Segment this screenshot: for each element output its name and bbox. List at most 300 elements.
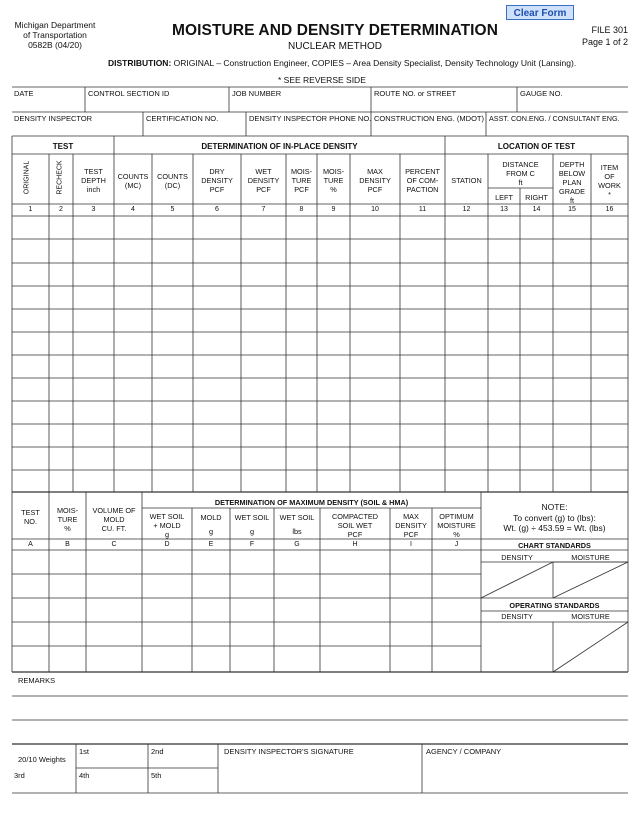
density-cell-r1-c9[interactable]	[318, 217, 349, 238]
md-wetmold-l2: + MOLD	[153, 521, 181, 530]
md-optimum-l3: %	[453, 530, 460, 539]
density-cell-r1-c16[interactable]	[592, 217, 627, 238]
density-cell-r9-c8[interactable]	[287, 402, 316, 423]
density-cell-r11-c16[interactable]	[592, 448, 627, 469]
density-cell-r12-c7[interactable]	[242, 471, 285, 491]
density-cell-r10-c2[interactable]	[50, 425, 72, 446]
col-original: ORIGINAL	[23, 160, 31, 195]
density-cell-r10-c9[interactable]	[318, 425, 349, 446]
density-cell-r11-c1[interactable]	[13, 448, 48, 469]
density-cell-r12-c9[interactable]	[318, 471, 349, 491]
density-cell-r5-c5[interactable]	[153, 310, 192, 331]
density-cell-r4-c13[interactable]	[489, 287, 519, 308]
col-moist-pcf-l3: PCF	[294, 185, 309, 194]
density-cell-r2-c4[interactable]	[115, 240, 151, 262]
density-cell-r1-c12[interactable]	[446, 217, 487, 238]
density-cell-r11-c8[interactable]	[287, 448, 316, 469]
max-density-cell-r2-c1[interactable]	[13, 575, 48, 597]
density-cell-r6-c13[interactable]	[489, 333, 519, 354]
density-cell-r6-c14[interactable]	[521, 333, 552, 354]
group-location: LOCATION OF TEST	[497, 142, 576, 151]
max-density-cell-r2-c5[interactable]	[193, 575, 229, 597]
density-cell-r8-c8[interactable]	[287, 379, 316, 400]
density-cell-r2-c15[interactable]	[554, 240, 590, 262]
density-cell-r9-c14[interactable]	[521, 402, 552, 423]
max-density-cell-r2-c3[interactable]	[87, 575, 141, 597]
density-cell-r3-c2[interactable]	[50, 264, 72, 285]
density-cell-r10-c14[interactable]	[521, 425, 552, 446]
max-density-cell-r5-c2[interactable]	[50, 647, 85, 671]
phone-field[interactable]	[249, 123, 369, 135]
col-depth-below	[553, 160, 591, 205]
density-cell-r4-c16[interactable]	[592, 287, 627, 308]
density-cell-r12-c4[interactable]	[115, 471, 151, 491]
density-cell-r7-c5[interactable]	[153, 356, 192, 377]
density-cell-r4-c12[interactable]	[446, 287, 487, 308]
density-cell-r3-c10[interactable]	[351, 264, 399, 285]
density-cell-r9-c3[interactable]	[74, 402, 113, 423]
inspector-field[interactable]	[14, 123, 141, 135]
max-density-cell-r3-c5[interactable]	[193, 599, 229, 621]
density-cell-r1-c13[interactable]	[489, 217, 519, 238]
density-cell-r11-c13[interactable]	[489, 448, 519, 469]
col-depth-below-l4: GRADE	[559, 187, 585, 196]
density-cell-r2-c7[interactable]	[242, 240, 285, 262]
density-cell-r2-c1[interactable]	[13, 240, 48, 262]
max-density-cell-r3-c3[interactable]	[87, 599, 141, 621]
density-cell-r11-c4[interactable]	[115, 448, 151, 469]
max-density-cell-r2-c9[interactable]	[391, 575, 431, 597]
max-density-cell-r2-c8[interactable]	[321, 575, 389, 597]
max-density-cell-r5-c6[interactable]	[231, 647, 273, 671]
density-cell-r5-c9[interactable]	[318, 310, 349, 331]
column-number-13: 13	[500, 206, 508, 213]
density-cell-r2-c5[interactable]	[153, 240, 192, 262]
density-cell-r4-c9[interactable]	[318, 287, 349, 308]
density-cell-r3-c5[interactable]	[153, 264, 192, 285]
density-cell-r9-c5[interactable]	[153, 402, 192, 423]
density-cell-r3-c7[interactable]	[242, 264, 285, 285]
col-counts-dc	[152, 172, 193, 190]
max-density-cell-r4-c8[interactable]	[321, 623, 389, 645]
density-cell-r11-c2[interactable]	[50, 448, 72, 469]
density-cell-r10-c12[interactable]	[446, 425, 487, 446]
density-cell-r7-c7[interactable]	[242, 356, 285, 377]
density-cell-r12-c11[interactable]	[401, 471, 444, 491]
density-cell-r12-c13[interactable]	[489, 471, 519, 491]
density-cell-r10-c15[interactable]	[554, 425, 590, 446]
density-cell-r5-c6[interactable]	[194, 310, 240, 331]
density-cell-r4-c11[interactable]	[401, 287, 444, 308]
agency-name-line1: Michigan Department	[14, 20, 96, 30]
density-cell-r3-c6[interactable]	[194, 264, 240, 285]
density-cell-r2-c13[interactable]	[489, 240, 519, 262]
col-distance-l3: ft	[518, 178, 523, 187]
max-density-cell-r4-c6[interactable]	[231, 623, 273, 645]
density-cell-r10-c4[interactable]	[115, 425, 151, 446]
density-cell-r12-c2[interactable]	[50, 471, 72, 491]
density-cell-r6-c11[interactable]	[401, 333, 444, 354]
certification-field[interactable]	[146, 123, 244, 135]
density-cell-r11-c7[interactable]	[242, 448, 285, 469]
density-cell-r9-c11[interactable]	[401, 402, 444, 423]
density-cell-r1-c11[interactable]	[401, 217, 444, 238]
density-cell-r1-c8[interactable]	[287, 217, 316, 238]
density-cell-r5-c14[interactable]	[521, 310, 552, 331]
density-cell-r6-c7[interactable]	[242, 333, 285, 354]
max-density-cell-r4-c10[interactable]	[433, 623, 480, 645]
density-cell-r10-c6[interactable]	[194, 425, 240, 446]
density-cell-r10-c11[interactable]	[401, 425, 444, 446]
clear-form-button[interactable]: Clear Form	[506, 5, 574, 20]
density-cell-r12-c12[interactable]	[446, 471, 487, 491]
max-density-cell-r1-c6[interactable]	[231, 551, 273, 573]
max-density-cell-r2-c2[interactable]	[50, 575, 85, 597]
route-field[interactable]	[374, 98, 515, 110]
density-cell-r11-c12[interactable]	[446, 448, 487, 469]
density-cell-r9-c1[interactable]	[13, 402, 48, 423]
remarks-field[interactable]	[60, 676, 626, 740]
density-cell-r2-c2[interactable]	[50, 240, 72, 262]
density-cell-r8-c16[interactable]	[592, 379, 627, 400]
density-cell-r9-c6[interactable]	[194, 402, 240, 423]
density-cell-r3-c11[interactable]	[401, 264, 444, 285]
agency-field[interactable]	[426, 758, 626, 791]
max-density-cell-r1-c9[interactable]	[391, 551, 431, 573]
density-cell-r9-c15[interactable]	[554, 402, 590, 423]
max-density-cell-r2-c4[interactable]	[143, 575, 191, 597]
density-cell-r9-c7[interactable]	[242, 402, 285, 423]
max-density-cell-r1-c8[interactable]	[321, 551, 389, 573]
density-cell-r9-c4[interactable]	[115, 402, 151, 423]
density-cell-r5-c15[interactable]	[554, 310, 590, 331]
density-cell-r7-c11[interactable]	[401, 356, 444, 377]
density-cell-r1-c7[interactable]	[242, 217, 285, 238]
signature-field[interactable]	[224, 758, 420, 791]
density-cell-r8-c11[interactable]	[401, 379, 444, 400]
density-cell-r7-c10[interactable]	[351, 356, 399, 377]
density-cell-r8-c10[interactable]	[351, 379, 399, 400]
density-cell-r2-c9[interactable]	[318, 240, 349, 262]
density-cell-r8-c6[interactable]	[194, 379, 240, 400]
max-density-cell-r3-c7[interactable]	[275, 599, 319, 621]
density-cell-r6-c1[interactable]	[13, 333, 48, 354]
density-cell-r3-c15[interactable]	[554, 264, 590, 285]
col-counts-mc-l2: (MC)	[124, 181, 142, 190]
density-cell-r7-c4[interactable]	[115, 356, 151, 377]
density-cell-r11-c14[interactable]	[521, 448, 552, 469]
density-cell-r3-c13[interactable]	[489, 264, 519, 285]
max-density-cell-r3-c6[interactable]	[231, 599, 273, 621]
density-cell-r6-c15[interactable]	[554, 333, 590, 354]
density-cell-r7-c16[interactable]	[592, 356, 627, 377]
density-cell-r3-c9[interactable]	[318, 264, 349, 285]
col-wet-l2: DENSITY	[247, 176, 280, 185]
max-density-cell-r2-c6[interactable]	[231, 575, 273, 597]
max-density-cell-r5-c5[interactable]	[193, 647, 229, 671]
density-cell-r9-c10[interactable]	[351, 402, 399, 423]
density-cell-r4-c2[interactable]	[50, 287, 72, 308]
density-cell-r8-c13[interactable]	[489, 379, 519, 400]
density-cell-r10-c8[interactable]	[287, 425, 316, 446]
density-cell-r9-c16[interactable]	[592, 402, 627, 423]
md-volume-l1: VOLUME OF	[92, 506, 136, 515]
md-wetsoillbs-l1: WET SOIL	[279, 513, 315, 522]
max-density-cell-r3-c8[interactable]	[321, 599, 389, 621]
col-item-l4: *	[608, 190, 611, 199]
col-depth-below-l2: BELOW	[558, 169, 586, 178]
density-cell-r7-c14[interactable]	[521, 356, 552, 377]
max-density-cell-r3-c1[interactable]	[13, 599, 48, 621]
density-cell-r5-c8[interactable]	[287, 310, 316, 331]
density-cell-r12-c14[interactable]	[521, 471, 552, 491]
max-density-cell-r2-c7[interactable]	[275, 575, 319, 597]
density-cell-r12-c8[interactable]	[287, 471, 316, 491]
density-cell-r1-c6[interactable]	[194, 217, 240, 238]
density-cell-r6-c5[interactable]	[153, 333, 192, 354]
density-cell-r12-c6[interactable]	[194, 471, 240, 491]
density-cell-r6-c16[interactable]	[592, 333, 627, 354]
density-cell-r8-c1[interactable]	[13, 379, 48, 400]
density-cell-r1-c1[interactable]	[13, 217, 48, 238]
max-density-cell-r3-c9[interactable]	[391, 599, 431, 621]
density-cell-r5-c1[interactable]	[13, 310, 48, 331]
max-density-cell-r1-c2[interactable]	[50, 551, 85, 573]
column-number-8: 8	[299, 206, 304, 213]
density-cell-r7-c6[interactable]	[194, 356, 240, 377]
density-cell-r6-c6[interactable]	[194, 333, 240, 354]
density-cell-r7-c2[interactable]	[50, 356, 72, 377]
max-density-cell-r5-c9[interactable]	[391, 647, 431, 671]
density-cell-r12-c1[interactable]	[13, 471, 48, 491]
col-item-l3: WORK	[598, 181, 621, 190]
col-item-of-work	[591, 163, 628, 199]
density-cell-r3-c14[interactable]	[521, 264, 552, 285]
density-cell-r2-c6[interactable]	[194, 240, 240, 262]
density-cell-r8-c2[interactable]	[50, 379, 72, 400]
density-cell-r4-c6[interactable]	[194, 287, 240, 308]
density-cell-r6-c8[interactable]	[287, 333, 316, 354]
density-cell-r5-c16[interactable]	[592, 310, 627, 331]
max-density-cell-r5-c7[interactable]	[275, 647, 319, 671]
density-cell-r2-c8[interactable]	[287, 240, 316, 262]
const-eng-field[interactable]	[374, 123, 484, 135]
density-cell-r4-c15[interactable]	[554, 287, 590, 308]
density-cell-r12-c3[interactable]	[74, 471, 113, 491]
density-cell-r4-c7[interactable]	[242, 287, 285, 308]
density-cell-r5-c12[interactable]	[446, 310, 487, 331]
max-density-cell-r1-c3[interactable]	[87, 551, 141, 573]
job-number-field[interactable]	[232, 98, 369, 110]
density-cell-r1-c10[interactable]	[351, 217, 399, 238]
density-cell-r12-c10[interactable]	[351, 471, 399, 491]
density-cell-r6-c3[interactable]	[74, 333, 113, 354]
density-cell-r6-c10[interactable]	[351, 333, 399, 354]
density-cell-r3-c12[interactable]	[446, 264, 487, 285]
density-cell-r3-c8[interactable]	[287, 264, 316, 285]
density-cell-r6-c12[interactable]	[446, 333, 487, 354]
density-cell-r4-c3[interactable]	[74, 287, 113, 308]
density-cell-r1-c14[interactable]	[521, 217, 552, 238]
density-cell-r8-c15[interactable]	[554, 379, 590, 400]
density-cell-r1-c5[interactable]	[153, 217, 192, 238]
col-test-depth-l2: DEPTH	[81, 176, 106, 185]
column-number-7: 7	[261, 206, 266, 213]
density-cell-r11-c5[interactable]	[153, 448, 192, 469]
density-cell-r5-c11[interactable]	[401, 310, 444, 331]
max-density-cell-r2-c10[interactable]	[433, 575, 480, 597]
md-test-l2: NO.	[24, 517, 37, 526]
density-cell-r3-c3[interactable]	[74, 264, 113, 285]
density-cell-r10-c10[interactable]	[351, 425, 399, 446]
density-cell-r1-c3[interactable]	[74, 217, 113, 238]
density-cell-r5-c2[interactable]	[50, 310, 72, 331]
note-line2: Wt. (g) ÷ 453.59 = Wt. (lbs)	[503, 523, 606, 533]
md-col-test-no	[12, 508, 49, 526]
max-density-cell-r5-c4[interactable]	[143, 647, 191, 671]
max-density-cell-r1-c4[interactable]	[143, 551, 191, 573]
md-volume-l3: CU. FT.	[101, 524, 127, 533]
max-density-cell-r3-c4[interactable]	[143, 599, 191, 621]
density-cell-r7-c15[interactable]	[554, 356, 590, 377]
density-cell-r10-c3[interactable]	[74, 425, 113, 446]
max-density-cell-r4-c9[interactable]	[391, 623, 431, 645]
max-density-cell-r4-c3[interactable]	[87, 623, 141, 645]
density-cell-r2-c16[interactable]	[592, 240, 627, 262]
col-counts-mc-l1: COUNTS	[117, 172, 149, 181]
density-cell-r2-c3[interactable]	[74, 240, 113, 262]
gauge-field[interactable]	[520, 98, 626, 110]
density-cell-r11-c3[interactable]	[74, 448, 113, 469]
max-density-cell-r4-c1[interactable]	[13, 623, 48, 645]
density-cell-r4-c8[interactable]	[287, 287, 316, 308]
density-cell-r10-c13[interactable]	[489, 425, 519, 446]
density-cell-r2-c12[interactable]	[446, 240, 487, 262]
column-number-14: 14	[532, 206, 541, 213]
density-cell-r12-c16[interactable]	[592, 471, 627, 491]
density-cell-r10-c5[interactable]	[153, 425, 192, 446]
density-cell-r11-c11[interactable]	[401, 448, 444, 469]
density-cell-r8-c9[interactable]	[318, 379, 349, 400]
max-density-cell-r3-c10[interactable]	[433, 599, 480, 621]
density-cell-r4-c10[interactable]	[351, 287, 399, 308]
density-cell-r1-c15[interactable]	[554, 217, 590, 238]
density-cell-r4-c5[interactable]	[153, 287, 192, 308]
density-cell-r7-c8[interactable]	[287, 356, 316, 377]
signature-label: DENSITY INSPECTOR'S SIGNATURE	[224, 747, 354, 756]
density-cell-r8-c14[interactable]	[521, 379, 552, 400]
density-cell-r9-c9[interactable]	[318, 402, 349, 423]
max-density-cell-r1-c1[interactable]	[13, 551, 48, 573]
density-cell-r11-c6[interactable]	[194, 448, 240, 469]
density-cell-r8-c7[interactable]	[242, 379, 285, 400]
density-cell-r5-c10[interactable]	[351, 310, 399, 331]
density-cell-r8-c12[interactable]	[446, 379, 487, 400]
max-density-cell-r4-c5[interactable]	[193, 623, 229, 645]
density-cell-r2-c10[interactable]	[351, 240, 399, 262]
density-cell-r2-c11[interactable]	[401, 240, 444, 262]
density-cell-r7-c3[interactable]	[74, 356, 113, 377]
md-max-l1: MAX	[403, 512, 419, 521]
density-cell-r10-c1[interactable]	[13, 425, 48, 446]
density-cell-r8-c4[interactable]	[115, 379, 151, 400]
density-cell-r3-c4[interactable]	[115, 264, 151, 285]
max-density-cell-r5-c10[interactable]	[433, 647, 480, 671]
density-cell-r11-c10[interactable]	[351, 448, 399, 469]
page-number: Page 1 of 2	[581, 37, 628, 47]
density-cell-r5-c4[interactable]	[115, 310, 151, 331]
density-cell-r11-c9[interactable]	[318, 448, 349, 469]
md-wetmold-l3: g	[164, 530, 170, 539]
agency-name-line2: of Transportation	[23, 30, 87, 40]
density-cell-r5-c7[interactable]	[242, 310, 285, 331]
max-density-cell-r1-c7[interactable]	[275, 551, 319, 573]
density-cell-r4-c4[interactable]	[115, 287, 151, 308]
max-density-cell-r4-c7[interactable]	[275, 623, 319, 645]
max-density-cell-r4-c2[interactable]	[50, 623, 85, 645]
col-counts-mc	[114, 172, 152, 190]
max-density-cell-r1-c5[interactable]	[193, 551, 229, 573]
date-field[interactable]	[14, 98, 83, 110]
density-cell-r9-c13[interactable]	[489, 402, 519, 423]
density-cell-r12-c15[interactable]	[554, 471, 590, 491]
form-title: MOISTURE AND DENSITY DETERMINATION	[171, 22, 499, 39]
density-cell-r7-c1[interactable]	[13, 356, 48, 377]
density-cell-r6-c4[interactable]	[115, 333, 151, 354]
density-cell-r9-c12[interactable]	[446, 402, 487, 423]
max-density-cell-r5-c8[interactable]	[321, 647, 389, 671]
max-density-cell-r1-c10[interactable]	[433, 551, 480, 573]
control-section-field[interactable]	[88, 98, 227, 110]
density-cell-r8-c3[interactable]	[74, 379, 113, 400]
density-cell-r5-c3[interactable]	[74, 310, 113, 331]
density-cell-r3-c1[interactable]	[13, 264, 48, 285]
density-cell-r8-c5[interactable]	[153, 379, 192, 400]
asst-eng-field[interactable]	[489, 123, 626, 135]
density-cell-r1-c4[interactable]	[115, 217, 151, 238]
density-cell-r4-c1[interactable]	[13, 287, 48, 308]
density-cell-r5-c13[interactable]	[489, 310, 519, 331]
density-cell-r3-c16[interactable]	[592, 264, 627, 285]
density-cell-r9-c2[interactable]	[50, 402, 72, 423]
density-cell-r1-c2[interactable]	[50, 217, 72, 238]
weight-2nd-label: 2nd	[151, 747, 164, 756]
density-cell-r12-c5[interactable]	[153, 471, 192, 491]
density-cell-r10-c7[interactable]	[242, 425, 285, 446]
file-number: FILE 301	[591, 25, 628, 35]
column-number-12: 12	[462, 206, 471, 213]
max-density-cell-r5-c1[interactable]	[13, 647, 48, 671]
md-wetmold-l1: WET SOIL	[149, 512, 185, 521]
density-cell-r2-c14[interactable]	[521, 240, 552, 262]
density-cell-r6-c9[interactable]	[318, 333, 349, 354]
density-cell-r4-c14[interactable]	[521, 287, 552, 308]
col-left: LEFT	[495, 193, 513, 202]
max-density-cell-r5-c3[interactable]	[87, 647, 141, 671]
density-cell-r10-c16[interactable]	[592, 425, 627, 446]
max-density-cell-r4-c4[interactable]	[143, 623, 191, 645]
density-cell-r7-c9[interactable]	[318, 356, 349, 377]
max-density-cell-r3-c2[interactable]	[50, 599, 85, 621]
density-cell-r7-c12[interactable]	[446, 356, 487, 377]
md-col-max-density	[390, 512, 432, 539]
density-cell-r7-c13[interactable]	[489, 356, 519, 377]
md-moist-l3: %	[64, 524, 71, 533]
col-item-l1: ITEM	[600, 163, 619, 172]
density-cell-r6-c2[interactable]	[50, 333, 72, 354]
density-cell-r11-c15[interactable]	[554, 448, 590, 469]
see-reverse-note: * SEE REVERSE SIDE	[278, 75, 366, 85]
